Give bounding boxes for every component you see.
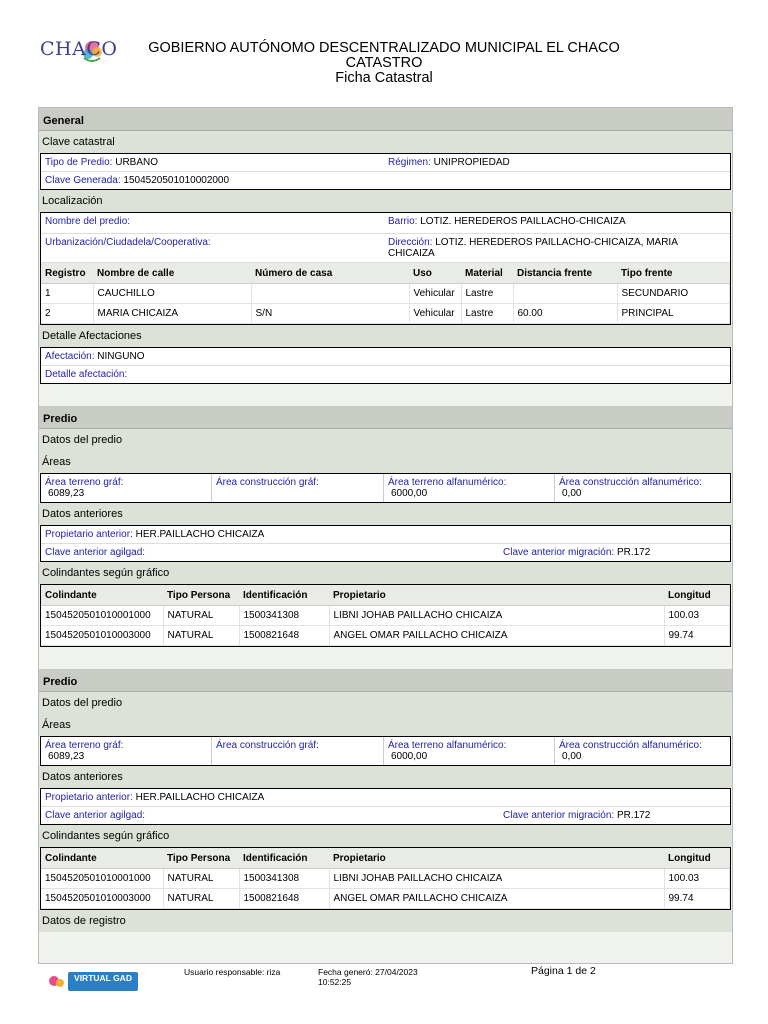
page-number: Página 1 de 2 (531, 965, 596, 977)
area-label: Área terreno gráf: (45, 740, 124, 751)
areas-box (40, 736, 731, 766)
colindantes-header: Tipo Persona (163, 585, 239, 606)
clave-generada-label: Clave Generada: (45, 175, 121, 186)
propietario-anterior-label: Propietario anterior: (45, 792, 133, 803)
propietario-anterior-row (41, 526, 730, 544)
urbanizacion-label: Urbanización/Ciudadela/Cooperativa: (45, 237, 211, 248)
afectacion-value: NINGUNO (97, 351, 145, 362)
table-row (41, 304, 730, 324)
detalle-afectacion-label: Detalle afectación: (45, 369, 128, 380)
department-title: CATASTRO (345, 55, 423, 71)
direccion-value: LOTIZ. HEREDEROS PAILLACHO-CHICAIZA, MARIA CHICAIZA (388, 237, 678, 259)
table-row (41, 889, 730, 909)
table-cell: 1500341308 (239, 869, 329, 889)
area-label: Área construcción alfanumérico: (559, 740, 702, 751)
table-cell: 1500821648 (239, 889, 329, 909)
calles-header: Distancia frente (513, 263, 617, 284)
propietario-anterior-label: Propietario anterior: (45, 529, 133, 540)
area-value: 6000,00 (391, 751, 428, 762)
colindantes-header-row (41, 585, 730, 606)
tipo-predio-row (41, 154, 730, 172)
clave-generada-field (41, 172, 233, 189)
calles-table (41, 263, 730, 324)
area-label: Área construcción gráf: (216, 477, 319, 488)
table-cell: Vehicular (409, 304, 461, 324)
areas-box (40, 473, 731, 503)
table-cell: 1504520501010001000 (41, 606, 163, 626)
colindantes-table (41, 585, 730, 646)
table-cell: Lastre (461, 304, 513, 324)
afectacion-field (41, 348, 149, 365)
virtual-gad-logo (46, 969, 138, 993)
tipo-predio-value: URBANO (115, 157, 159, 168)
table-cell (513, 284, 617, 304)
detalle-afectacion-field (41, 366, 131, 383)
afectaciones-box (40, 347, 731, 384)
area-field (212, 737, 384, 765)
area-value: 6089,23 (48, 751, 85, 762)
clave-migracion-label: Clave anterior migración: (503, 547, 615, 558)
datos-anteriores-box (40, 525, 731, 562)
clave-migracion-value: PR.172 (616, 810, 651, 821)
section-spacer (39, 647, 732, 669)
area-field (384, 737, 555, 765)
colindantes-header: Longitud (664, 848, 730, 869)
section-predio-title: Predio (39, 669, 732, 692)
subsection-localizacion: Localización (39, 190, 732, 212)
calles-header: Nombre de calle (93, 263, 251, 284)
table-cell: 1500821648 (239, 626, 329, 646)
clave-agilgad-field (41, 807, 499, 824)
table-cell: SECUNDARIO (617, 284, 730, 304)
nombre-barrio-row (41, 213, 730, 234)
clave-agilgad-label: Clave anterior agilgad: (45, 547, 146, 558)
area-field (555, 737, 727, 765)
colindantes-header: Longitud (664, 585, 730, 606)
colindantes-table (41, 848, 730, 909)
clave-migracion-label: Clave anterior migración: (503, 810, 615, 821)
barrio-value: LOTIZ. HEREDEROS PAILLACHO-CHICAIZA (420, 216, 626, 227)
table-cell: LIBNI JOHAB PAILLACHO CHICAIZA (329, 869, 664, 889)
direccion-field (384, 234, 727, 262)
clave-migracion-field (499, 544, 654, 561)
subsection-colindantes: Colindantes según gráfico (39, 562, 732, 584)
propietario-anterior-field (41, 789, 268, 806)
document-title: Ficha Catastral (335, 70, 433, 86)
clave-generada-row (41, 172, 730, 189)
table-cell: NATURAL (163, 869, 239, 889)
colindantes-header: Colindante (41, 848, 163, 869)
area-label: Área terreno gráf: (45, 477, 124, 488)
propietario-anterior-row (41, 789, 730, 807)
table-cell: LIBNI JOHAB PAILLACHO CHICAIZA (329, 606, 664, 626)
nombre-predio-field (41, 213, 384, 233)
propietario-anterior-value: HER.PAILLACHO CHICAIZA (135, 792, 265, 803)
cadastral-form (38, 107, 733, 964)
calles-header-row (41, 263, 730, 284)
area-value: 6089,23 (48, 488, 85, 499)
table-cell: 1500341308 (239, 606, 329, 626)
subsection-datos-anteriores: Datos anteriores (39, 766, 732, 788)
tipo-predio-label: Tipo de Predio: (45, 157, 113, 168)
table-row (41, 284, 730, 304)
table-cell: 100.03 (664, 606, 730, 626)
table-cell: Vehicular (409, 284, 461, 304)
afectacion-row (41, 348, 730, 366)
table-row (41, 869, 730, 889)
nombre-predio-label: Nombre del predio: (45, 216, 131, 227)
barrio-field (384, 213, 727, 233)
clave-agilgad-field (41, 544, 499, 561)
calles-header: Registro (41, 263, 93, 284)
table-cell: 99.74 (664, 626, 730, 646)
table-cell: 100.03 (664, 869, 730, 889)
claves-anteriores-row (41, 544, 730, 561)
table-cell: PRINCIPAL (617, 304, 730, 324)
clave-catastral-box (40, 153, 731, 190)
logo-text: CHACO (40, 38, 118, 60)
colindantes-header: Identificación (239, 848, 329, 869)
area-field (41, 474, 212, 502)
table-cell: MARIA CHICAIZA (93, 304, 251, 324)
clave-agilgad-label: Clave anterior agilgad: (45, 810, 146, 821)
subsection-datos-anteriores: Datos anteriores (39, 503, 732, 525)
propietario-anterior-field (41, 526, 268, 543)
colindantes-header: Identificación (239, 585, 329, 606)
datos-anteriores-box (40, 788, 731, 825)
area-value: 0,00 (562, 488, 582, 499)
propietario-anterior-value: HER.PAILLACHO CHICAIZA (135, 529, 265, 540)
table-cell: 2 (41, 304, 93, 324)
table-cell: NATURAL (163, 626, 239, 646)
virtual-gad-logo-text: VIRTUAL GAD (74, 973, 132, 983)
subsection-datos-registro: Datos de registro (39, 910, 732, 932)
afectacion-label: Afectación: (45, 351, 95, 362)
table-row (41, 626, 730, 646)
colindantes-header: Propietario (329, 848, 664, 869)
document-header (0, 0, 768, 100)
area-field (555, 474, 727, 502)
regimen-label: Régimen: (388, 157, 431, 168)
calles-header: Material (461, 263, 513, 284)
table-cell: ANGEL OMAR PAILLACHO CHICAIZA (329, 626, 664, 646)
table-cell: NATURAL (163, 606, 239, 626)
calles-header: Uso (409, 263, 461, 284)
colindantes-box (40, 584, 731, 647)
regimen-value: UNIPROPIEDAD (433, 157, 510, 168)
areas-row (41, 474, 730, 502)
subsection-areas: Áreas (39, 451, 732, 473)
direccion-label: Dirección: (388, 237, 433, 248)
clave-generada-value: 1504520501010002000 (123, 175, 230, 186)
tipo-predio-field (41, 154, 384, 171)
table-cell: Lastre (461, 284, 513, 304)
table-cell: CAUCHILLO (93, 284, 251, 304)
table-row (41, 606, 730, 626)
calles-header: Tipo frente (617, 263, 730, 284)
areas-row (41, 737, 730, 765)
area-field (41, 737, 212, 765)
area-label: Área terreno alfanumérico: (388, 740, 507, 751)
subsection-datos-predio: Datos del predio (39, 692, 732, 714)
table-cell: NATURAL (163, 889, 239, 909)
table-cell: 99.74 (664, 889, 730, 909)
regimen-field (384, 154, 727, 171)
urbanizacion-field (41, 234, 384, 262)
subsection-colindantes: Colindantes según gráfico (39, 825, 732, 847)
area-label: Área construcción alfanumérico: (559, 477, 702, 488)
urbanizacion-direccion-row (41, 234, 730, 263)
claves-anteriores-row (41, 807, 730, 824)
area-field (212, 474, 384, 502)
colindantes-header: Tipo Persona (163, 848, 239, 869)
colindantes-header-row (41, 848, 730, 869)
table-cell: ANGEL OMAR PAILLACHO CHICAIZA (329, 889, 664, 909)
subsection-detalle-afectaciones: Detalle Afectaciones (39, 325, 732, 347)
table-cell: 1 (41, 284, 93, 304)
colindantes-box (40, 847, 731, 910)
area-value: 6000,00 (391, 488, 428, 499)
table-cell (251, 284, 409, 304)
page-footer (0, 963, 768, 1023)
section-general-title: General (39, 108, 732, 131)
table-cell: S/N (251, 304, 409, 324)
clave-migracion-field (499, 807, 654, 824)
table-cell: 1504520501010003000 (41, 626, 163, 646)
section-predio-title: Predio (39, 406, 732, 429)
clave-migracion-value: PR.172 (616, 547, 651, 558)
subsection-datos-predio: Datos del predio (39, 429, 732, 451)
detalle-afectacion-row (41, 366, 730, 383)
colindantes-header: Colindante (41, 585, 163, 606)
colindantes-header: Propietario (329, 585, 664, 606)
localizacion-box (40, 212, 731, 325)
usuario-responsable: Usuario responsable: riza (184, 967, 281, 977)
area-label: Área construcción gráf: (216, 740, 319, 751)
barrio-label: Barrio: (388, 216, 418, 227)
subsection-clave-catastral: Clave catastral (39, 131, 732, 153)
area-field (384, 474, 555, 502)
section-spacer (39, 384, 732, 406)
institution-title: GOBIERNO AUTÓNOMO DESCENTRALIZADO MUNICIPAL EL CHACO (148, 40, 620, 56)
fecha-generacion: Fecha generó: 27/04/2023 10:52:25 (318, 967, 418, 987)
table-cell: 60.00 (513, 304, 617, 324)
table-cell: 1504520501010003000 (41, 889, 163, 909)
calles-header: Número de casa (251, 263, 409, 284)
table-cell: 1504520501010001000 (41, 869, 163, 889)
area-label: Área terreno alfanumérico: (388, 477, 507, 488)
area-value: 0,00 (562, 751, 582, 762)
subsection-areas: Áreas (39, 714, 732, 736)
